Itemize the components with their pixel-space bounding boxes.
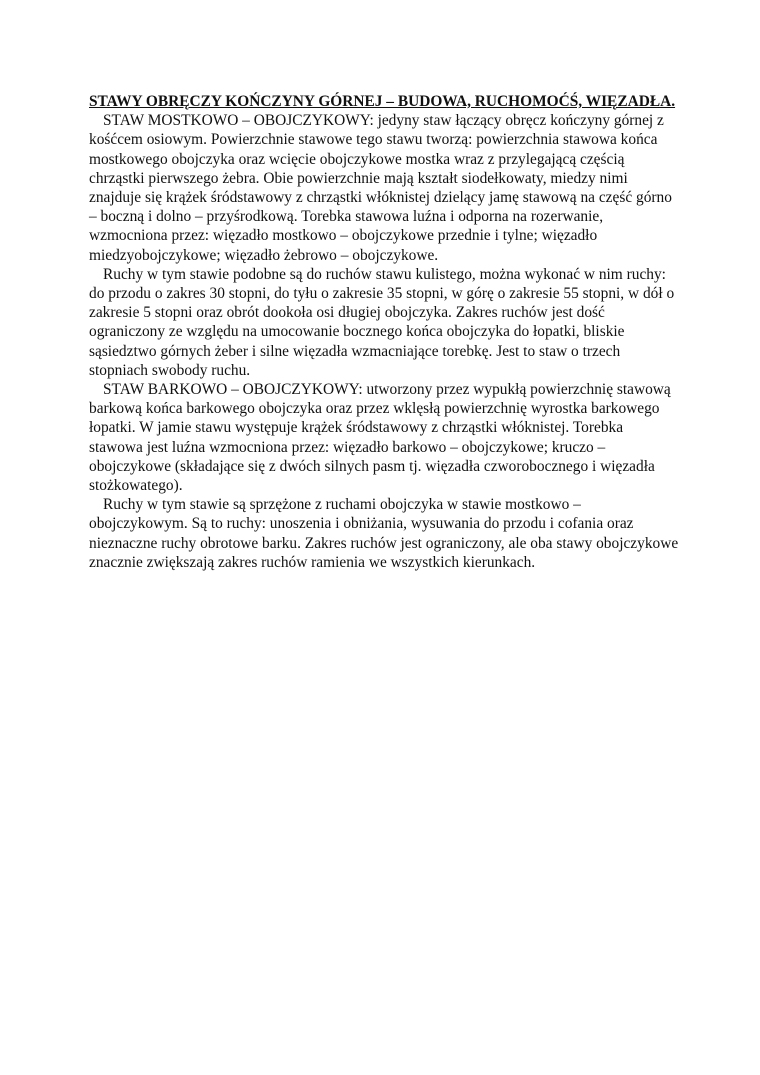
document-body	[89, 92, 679, 572]
paragraph-acromioclavicular-structure: STAW BARKOWO – OBOJCZYKOWY: utworzony przez wypukłą powierzchnię stawową barkową końca barkowego obojczyka oraz przez wklęsłą powierzchnię wyrostka barkowego łopatki. W jamie stawu występuje krążek śródstawowy z chrząstki włóknistej. Torebka stawowa jest luźna wzmocniona przez: więzadło barkowo – obojczykowe; kruczo – obojczykowe (składające się z dwóch silnych pasm tj. więzadła czworobocznego i więzadła stożkowatego).	[89, 381, 671, 495]
paragraph-sternoclavicular-movement: Ruchy w tym stawie podobne są do ruchów stawu kulistego, można wykonać w nim ruchy: do przodu o zakres 30 stopni, do tyłu o zakresie 35 stopni, w górę o zakresie 55 stopni, w dół o zakresie 5 stopni oraz obrót dookoła osi długiej obojczyka. Zakres ruchów jest dość ograniczony ze względu na umocowanie bocznego końca obojczyka do łopatki, bliskie sąsiedztwo górnych żeber i silne więzadła wzmacniające torebkę. Jest to staw o trzech stopniach swobody ruchu.	[89, 265, 675, 379]
paragraph-sternoclavicular-structure: STAW MOSTKOWO – OBOJCZYKOWY: jedyny staw łączący obręcz kończyny górnej z kośćcem osiowym. Powierzchnie stawowe tego stawu tworzą: powierzchnia stawowa końca mostkowego obojczyka oraz wcięcie obojczykowe mostka wraz z przylegającą częścią chrząstki pierwszego żebra. Obie powierzchnie mają kształt siodełkowaty, miedzy nimi znajduje się krążek śródstawowy z chrząstki włóknistej dzielący jamę stawową na część górno – boczną i dolno – przyśrodkową. Torebka stawowa luźna i odporna na rozerwanie, wzmocniona przez: więzadło mostkowo – obojczykowe przednie i tylne; więzadło miedzyobojczykowe; więzadło żebrowo – obojczykowe.	[89, 112, 672, 264]
paragraph-acromioclavicular-movement: Ruchy w tym stawie są sprzężone z ruchami obojczyka w stawie mostkowo – obojczykowym. Są to ruchy: unoszenia i obniżania, wysuwania do przodu i cofania oraz nieznaczne ruchy obrotowe barku. Zakres ruchów jest ograniczony, ale oba stawy obojczykowe znacznie zwiększają zakres ruchów ramienia we wszystkich kierunkach.	[89, 496, 679, 571]
document-title: STAWY OBRĘCZY KOŃCZYNY GÓRNEJ – BUDOWA, RUCHOMOĆŚ, WIĘZADŁA.	[89, 93, 676, 110]
